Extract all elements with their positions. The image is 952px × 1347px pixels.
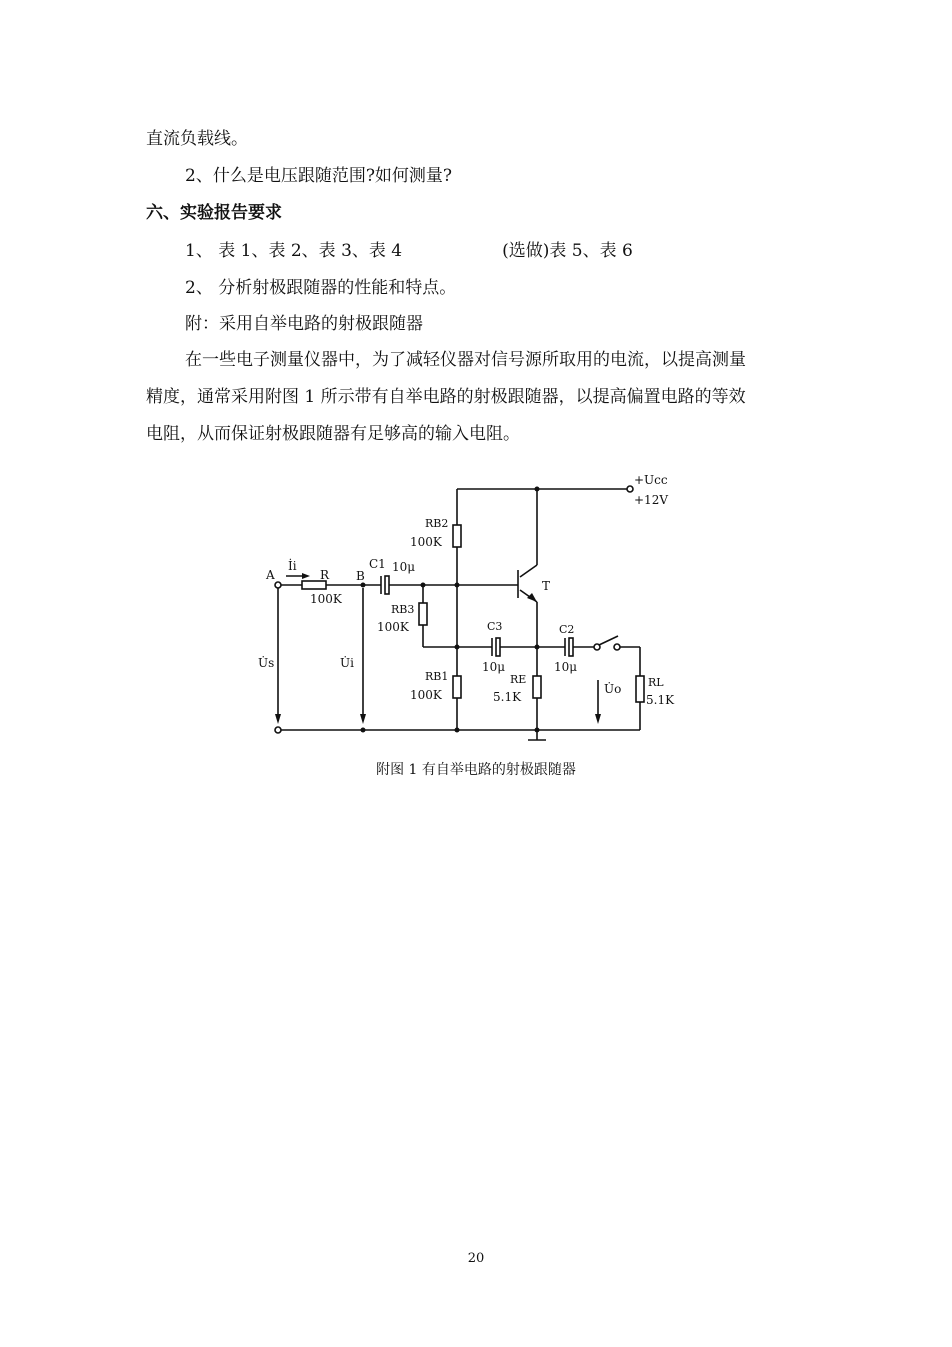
label-rl: RL (648, 676, 664, 689)
label-c1: C1 (369, 557, 386, 571)
requirement-1-optional: (选做)表 5、表 6 (502, 241, 633, 261)
body-line-1: 在一些电子测量仪器中，为了减轻仪器对信号源所取用的电流，以提高测量 (185, 350, 746, 370)
label-c3-value: 10μ (482, 660, 506, 674)
label-transistor: T (542, 579, 551, 593)
label-rb1: RB1 (425, 670, 449, 683)
label-node-a: A (266, 568, 275, 582)
page-number: 20 (467, 1251, 485, 1266)
requirement-2: 2、 分析射极跟随器的性能和特点。 (185, 278, 457, 298)
label-re-value: 5.1K (493, 690, 522, 704)
label-re: RE (510, 673, 527, 686)
section-heading: 六、实验报告要求 (146, 203, 282, 223)
question-2: 2、什么是电压跟随范围?如何测量? (185, 166, 453, 186)
label-r-value: 100K (310, 592, 342, 606)
label-r: R (320, 568, 330, 582)
label-c2: C2 (559, 623, 575, 636)
label-c1-value: 10μ (392, 560, 416, 574)
label-ucc: +Ucc (634, 473, 668, 487)
circuit-wires (275, 486, 644, 740)
label-rl-value: 5.1K (646, 693, 675, 707)
label-uo: U̇o (604, 682, 622, 696)
requirement-1-tables: 1、 表 1、表 2、表 3、表 4 (185, 241, 403, 261)
label-ii: İi (288, 559, 297, 573)
figure-caption: 附图 1 有自举电路的射极跟随器 (376, 762, 576, 778)
label-ui: U̇i (340, 656, 354, 670)
label-node-b: B (356, 569, 365, 583)
label-c2-value: 10μ (554, 660, 578, 674)
label-rb3-value: 100K (377, 620, 409, 634)
label-rb3: RB3 (391, 603, 415, 616)
label-c3: C3 (487, 620, 503, 633)
body-line-2: 精度，通常采用附图 1 所示带有自举电路的射极跟随器，以提高偏置电路的等效 (146, 387, 746, 407)
paragraph-line: 直流负载线。 (146, 129, 248, 149)
label-ucc-value: +12V (634, 493, 668, 507)
label-us: U̇s (258, 656, 275, 670)
label-rb2-value: 100K (410, 535, 442, 549)
appendix-title: 附：采用自举电路的射极跟随器 (185, 314, 423, 334)
label-rb1-value: 100K (410, 688, 442, 702)
body-line-3: 电阻，从而保证射极跟随器有足够高的输入电阻。 (146, 424, 520, 444)
label-rb2: RB2 (425, 517, 449, 530)
